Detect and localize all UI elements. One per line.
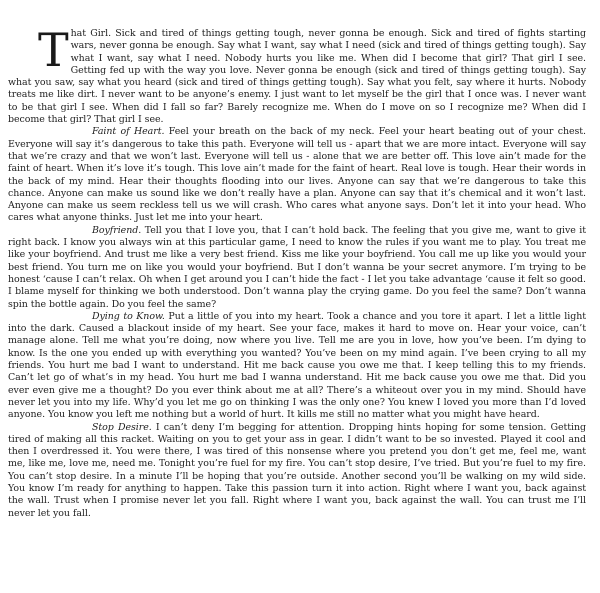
drop-cap: T	[38, 23, 69, 77]
song-title: Stop Desire.	[92, 421, 152, 433]
song-title: Faint of Heart.	[92, 126, 165, 138]
song-stop-desire	[8, 422, 586, 520]
song-dying-to-know	[8, 311, 586, 422]
song-title: Boyfriend.	[92, 224, 142, 236]
song-that-girl	[8, 23, 586, 126]
song-lyrics: Feel your breath on the back of my neck. Feel your heart beating out of your chest. Everyone will say it’s dangerous to take this path. Everyone will tell us - apart that we are more intact. Everyone will say that we’re crazy and that we won’t last. Everyone will tell us - alone that we are better off. This love ain’t made for the faint of heart. When it’s love it’s tough. This love ain’t made for the faint of heart. Real love is tough. Hear their words in the back of my mind. Hear their thoughts flooding into our lives. Anyone can say that we’re dangerous to take this chance. Anyone can make us sound like we don’t really have a plan. Anyone can say that it’s chemical and it won’t last. Anyone can make us seem reckless tell us we will crash. Who cares what anyone says. Don’t let it into your head. Who cares what anyone thinks. Just let me into your heart.	[8, 126, 586, 224]
song-title: Dying to Know.	[92, 310, 165, 322]
song-lyrics: Put a little of you into my heart. Took a chance and you tore it apart. I let a little light into the dark. Caused a blackout inside of my heart. See your face, makes it hard to move on. Hear your voice, can’t manage alone. Tell me what you’re doing, now where you live. Tell me are you in love, how you’ve been. I’m dying to know. Is the one you ended up with everything you wanted? You’ve been on my mind again. I’ve been crying to all my friends. You hurt me bad I want to understand. Hit me back cause you owe me that. I keep telling this to my friends. Can’t let go of what’s in my head. You hurt me bad I wanna understand. Hit me back cause you owe me that. Did you ever even give me a thought? Do you ever think about me at all? There’s a whiteout over you in my mind. Should have never let you into my life. Why’d you let me go on thinking I was the only one? You knew I loved you more than I’d loved anyone. You know you left me nothing but a world of hurt. It kills me still no matter what you might have heard.	[8, 310, 586, 421]
lyrics-text-block	[8, 23, 586, 520]
song-boyfriend	[8, 225, 586, 311]
song-faint-of-heart	[8, 126, 586, 224]
song-lyrics: hat Girl. Sick and tired of things getting tough, never gonna be enough. Sick and tired of fights starting wars, never gonna be enough. Say what I want, say what I need (sick and tired of things getting tough). Say what I want, say what I need. Nobody hurts you like me. When did I become that girl? That girl I see. Getting fed up with the way you love. Never gonna be enough (sick and tired of things getting tough). Say what you saw, say what you heard (sick and tired of things getting tough). Say what you felt, say where it hurts. Nobody treats me like dirt. I never want to be anyone’s enemy. I just want to let myself be the girl that I once was. I never want to be that girl I see. When did I fall so far? Barely recognize me. When do I move on so I recognize me? When did I become that girl? That girl I see.	[8, 28, 586, 126]
song-lyrics: I can’t deny I’m begging for attention. Dropping hints hoping for some tension. Getting tired of making all this racket. Waiting on you to get your ass in gear. I didn’t want to be so invested. Played it cool and then I overdressed it. You were there, I was tired of this nonsense where you pretend you don’t get me, feel me, want me, like me, love me, need me. Tonight you’re fuel for my fire. You can’t stop desire, I’ve tried. But you’re fuel to my fire. You can’t stop desire. In a minute I’ll be hoping that you’re outside. Another second you’ll be walking on my wild side. You know I’m ready for anything to happen. Take this passion turn it into action. Right where I want you, back against the wall. Trust when I promise never let you fall. Right where I want you, back against the wall. You can trust me I’ll never let you fall.	[8, 421, 586, 519]
song-lyrics: Tell you that I love you, that I can’t hold back. The feeling that you give me, want to give it right back. I know you always win at this particular game, I need to know the rules if you want me to play. You treat me like your boyfriend. And trust me like a very best friend. Kiss me like your boyfriend. You call me up like you would your best friend. You turn me on like you would your boyfriend. But I don’t wanna be your secret anymore. I’m trying to be honest ‘cause I can’t relax. Oh when I get around you I can’t hide the fact - I let you take advantage ‘cause it felt so good. I blame myself for thinking we both understood. Don’t wanna play the crying game. Do you feel the same? Don’t wanna spin the bottle again. Do you feel the same?	[8, 224, 586, 310]
lyrics-page	[8, 23, 586, 520]
